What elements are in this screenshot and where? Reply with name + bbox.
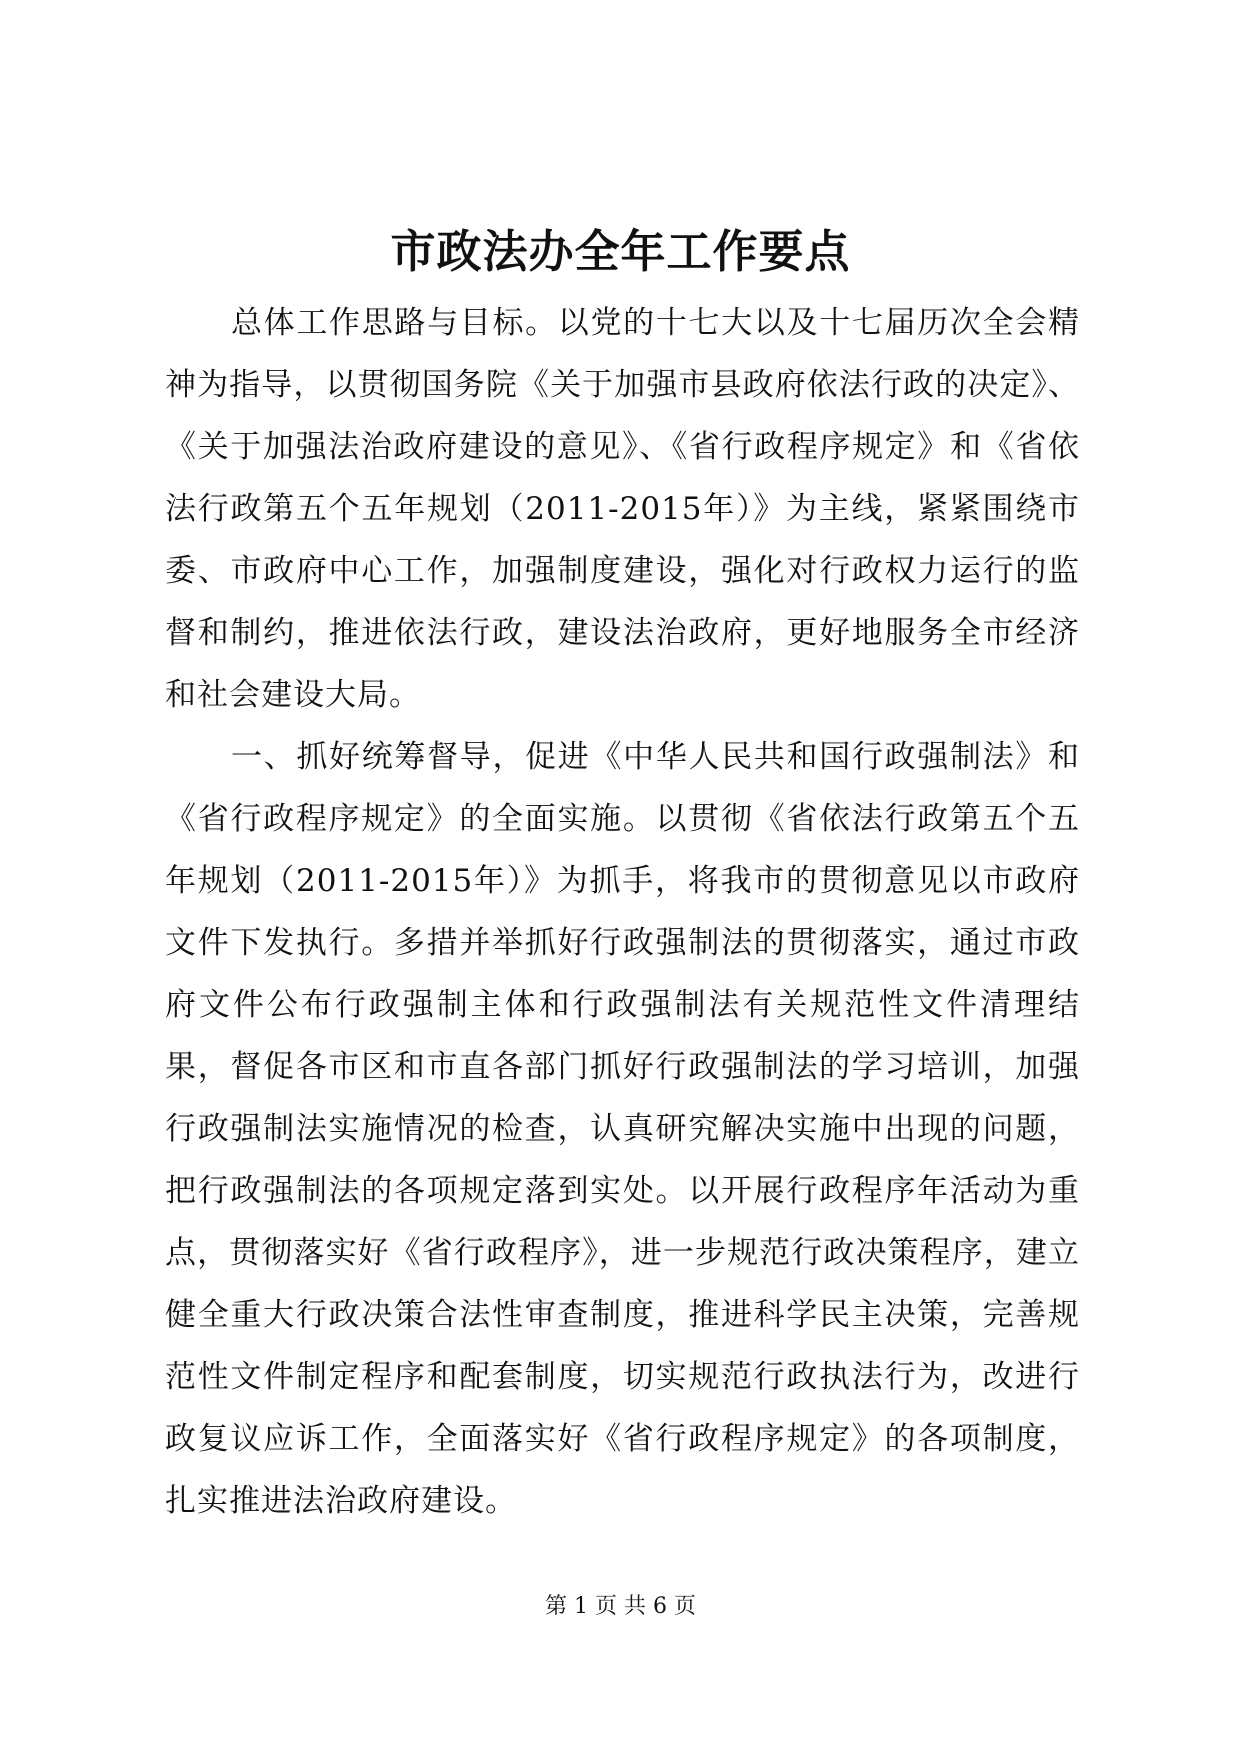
page-footer: 第 1 页 共 6 页 — [545, 1594, 696, 1619]
paragraph-section-one: 一、抓好统筹督导，促进《中华人民共和国行政强制法》和《省行政程序规定》的全面实施。以贯彻《省依法行政第五个五年规划（2011-2015年）》为抓手，将我市的贯彻意见以市政府文件下发执行。多措并举抓好行政强制法的贯彻落实，通过市政府文件公布行政强制主体和行政强制法有关规范性文件清理结果，督促各市区和市直各部门抓好行政强制法的学习培训，加强行政强制法实施情况的检查，认真研究解决实施中出现的问题，把行政强制法的各项规定落到实处。以开展行政程序年活动为重点，贯彻落实好《省行政程序》，进一步规范行政决策程序，建立健全重大行政决策合法性审查制度，推进科学民主决策，完善规范性文件制定程序和配套制度，切实规范行政执法行为，改进行政复议应诉工作，全面落实好《省行政程序规定》的各项制度，扎实推进法治政府建设。 — [165, 739, 1080, 1519]
page-title: 市政法办全年工作要点 — [390, 225, 851, 278]
document-body — [165, 292, 1080, 1532]
paragraph-overview: 总体工作思路与目标。以党的十七大以及十七届历次全会精神为指导，以贯彻国务院《关于加强市县政府依法行政的决定》、《关于加强法治政府建设的意见》、《省行政程序规定》和《省依法行政第五个五年规划（2011-2015年）》为主线，紧紧围绕市委、市政府中心工作，加强制度建设，强化对行政权力运行的监督和制约，推进依法行政，建设法治政府，更好地服务全市经济和社会建设大局。 — [165, 305, 1080, 713]
